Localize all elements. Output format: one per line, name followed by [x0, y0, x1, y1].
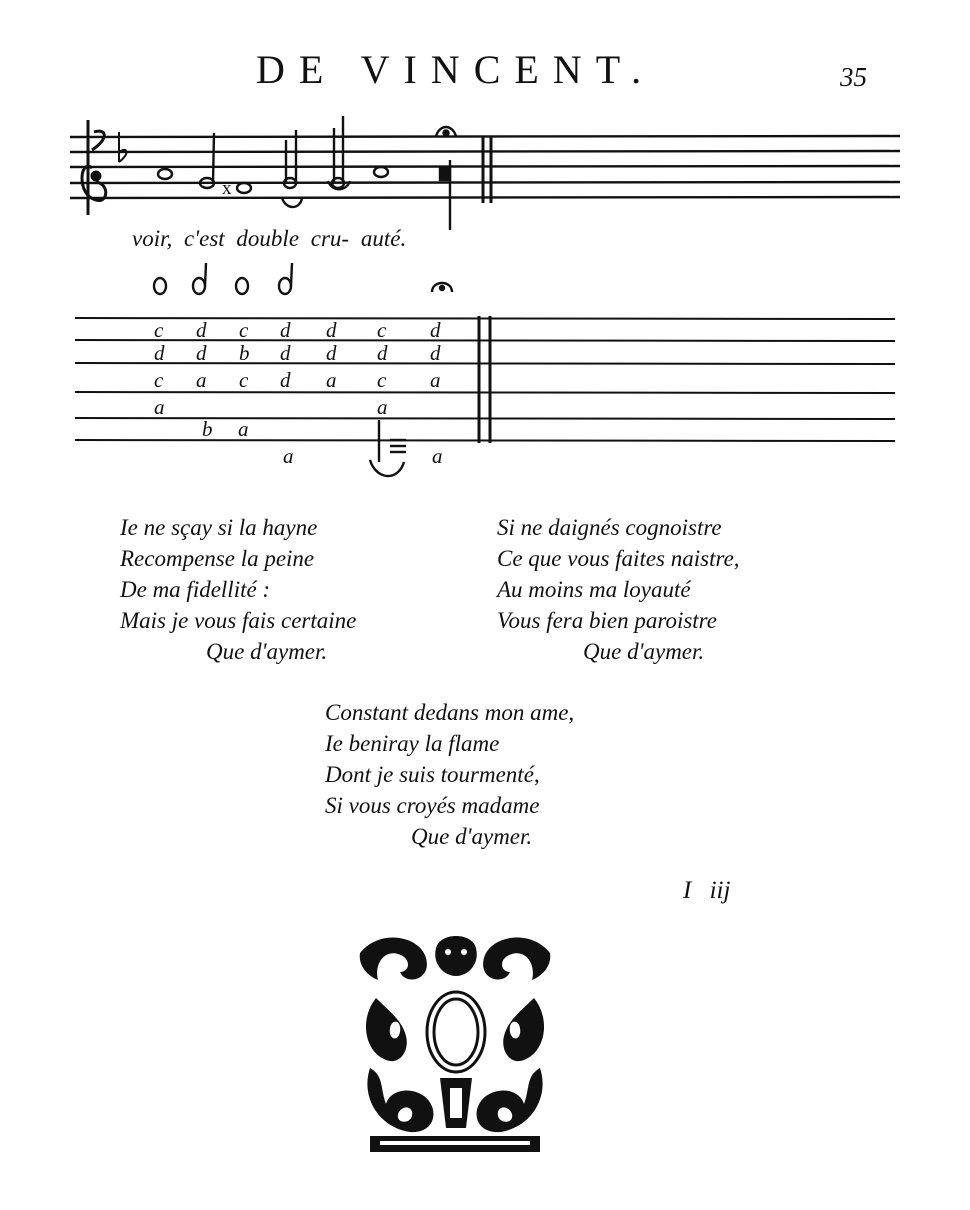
- tab-letter: a: [432, 444, 443, 468]
- cartouche-ornament-icon: [340, 928, 570, 1158]
- verse-line: Recompense la peine: [120, 546, 315, 571]
- tab-letter: c: [239, 318, 249, 342]
- tab-letter: d: [326, 341, 337, 365]
- fermata-icon: [370, 420, 406, 476]
- tab-letter: a: [430, 368, 441, 392]
- verse-line: Constant dedans mon ame,: [325, 700, 575, 725]
- verse-refrain: Que d'aymer.: [411, 824, 533, 849]
- tab-letter: d: [326, 318, 337, 342]
- verse-line: Ie ne sçay si la hayne: [120, 515, 318, 540]
- verse-line: Vous fera bien paroistre: [497, 608, 717, 633]
- verse-line: Mais je vous fais certaine: [120, 608, 357, 633]
- signature-mark: I iij: [683, 877, 731, 904]
- page-number: 35: [840, 62, 867, 92]
- tab-letter: a: [283, 444, 294, 468]
- staff-notes: [158, 116, 456, 230]
- tab-letter: b: [239, 341, 250, 365]
- tab-letter: a: [326, 368, 337, 392]
- tab-letter: d: [280, 368, 291, 392]
- verse-refrain: Que d'aymer.: [583, 639, 705, 664]
- tab-letter: d: [377, 341, 388, 365]
- lyric-line: voir, c'est double cru- auté.: [132, 226, 407, 251]
- rhythm-signs: [154, 263, 452, 294]
- verse-line: Ie beniray la flame: [325, 731, 500, 756]
- tab-letter: b: [202, 417, 213, 441]
- double-barline: [483, 136, 491, 203]
- tab-letter: d: [154, 341, 165, 365]
- tab-letter: d: [430, 318, 441, 342]
- verse-line: Si vous croyés madame: [325, 793, 540, 818]
- tab-letter: c: [377, 318, 387, 342]
- verse-line: De ma fidellité :: [120, 577, 271, 602]
- verse-stanza-1: [120, 512, 356, 667]
- tab-letter: a: [238, 417, 249, 441]
- verse-line: Au moins ma loyauté: [497, 577, 691, 602]
- tablature-barline: [479, 316, 490, 443]
- tab-letter: c: [239, 368, 249, 392]
- tab-letter: d: [430, 341, 441, 365]
- tab-letter: a: [196, 368, 207, 392]
- tab-letter: d: [196, 318, 207, 342]
- tab-letter: d: [196, 341, 207, 365]
- verse-stanza-3: [325, 697, 574, 852]
- verse-refrain: Que d'aymer.: [206, 639, 328, 664]
- tab-letter: a: [154, 395, 165, 419]
- tab-letter: c: [154, 318, 164, 342]
- running-title: DE VINCENT.: [256, 47, 656, 92]
- tab-letter: a: [377, 395, 388, 419]
- music-staff: [70, 136, 900, 198]
- tab-letter: d: [280, 341, 291, 365]
- svg-text:x: x: [222, 178, 232, 199]
- tab-letter: d: [280, 318, 291, 342]
- verse-line: Dont je suis tourmenté,: [325, 762, 540, 787]
- verse-line: Si ne daignés cognoistre: [497, 515, 722, 540]
- verse-line: Ce que vous faites naistre,: [497, 546, 740, 571]
- verse-stanza-2: [497, 512, 740, 667]
- tab-letter: c: [154, 368, 164, 392]
- tab-letter: c: [377, 368, 387, 392]
